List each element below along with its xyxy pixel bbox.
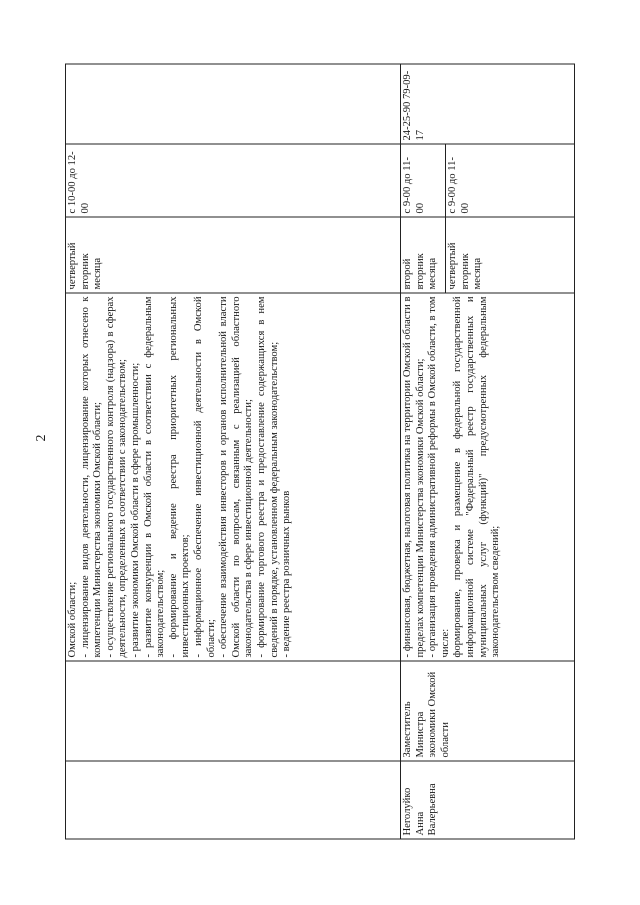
- duty-line: формирование, проверка и размещение в федеральной государственной информационной системе "Федеральный реестр государственных и муниципальных услуг (функций)" предусмотренных федеральным законодательством сведений;: [452, 296, 502, 658]
- duty-line: - осуществление регионального государственного контроля (надзора) в сферах деятельности, определенных в соответствии с законодательством;: [104, 296, 129, 658]
- phone-cell: 24-25-90 79-09-17: [401, 64, 575, 144]
- reception-day-cell: четвертый вторник месяца: [66, 217, 401, 293]
- duty-line: - обеспечение взаимодействия инвесторов и органов исполнительной власти Омской области по вопросам, связанным с реализацией областного законодательства в сфере инвестиционной деятельности;: [218, 296, 255, 658]
- table-row: [401, 64, 446, 839]
- reception-time-cell: с 9-00 до 11-00: [401, 144, 446, 217]
- duties-cell: [66, 293, 401, 661]
- reception-day-cell: второй вторник месяца: [401, 217, 446, 293]
- duty-line: - развитие конкуренции в Омской области в соответствии с федеральным законодательством;: [142, 296, 167, 658]
- rotated-page: [65, 65, 575, 840]
- position-cell: [66, 661, 401, 761]
- phone-cell: [66, 64, 401, 144]
- reception-time-cell: с 9-00 до 11-00: [446, 144, 575, 217]
- duty-line: - ведение реестра розничных рынков: [281, 490, 293, 658]
- reception-day-cell: четвертый вторник месяца: [446, 217, 575, 293]
- employee-name-cell: [66, 761, 401, 839]
- employee-name-cell: Неголуйко Анна Валерьевна: [401, 761, 575, 839]
- duty-line: - лицензирование видов деятельности, лицензирование которых отнесено к компетенции Министерства экономики Омской области;: [79, 296, 104, 658]
- duty-line: - информационное обеспечение инвестиционной деятельности в Омской области;: [192, 296, 217, 658]
- reception-schedule-table: [65, 64, 575, 840]
- duty-line: - формирование и ведение реестра приоритетных региональных инвестиционных проектов;: [167, 296, 192, 658]
- duty-line: Омской области;: [67, 581, 78, 658]
- duty-line: - организация проведения административной реформы в Омской области, в том числе:: [427, 296, 451, 658]
- position-cell: Заместитель Министра экономики Омской области: [401, 661, 575, 761]
- duty-line: - развитие экономики Омской области в сфере промышленности;: [129, 362, 141, 658]
- duty-line: - формирование торгового реестра и предоставление содержащихся в нем сведений в порядке, установленном федеральным законодательством;: [255, 296, 280, 658]
- table-row: [66, 64, 401, 839]
- page-number: 2: [34, 434, 49, 442]
- duties-cell: [401, 293, 575, 661]
- duty-line: - финансовая, бюджетная, налоговая политика на территории Омской области в пределах компетенции Министерства экономики Омской области;: [402, 296, 426, 658]
- reception-time-cell: с 10-00 до 12-00: [66, 144, 401, 217]
